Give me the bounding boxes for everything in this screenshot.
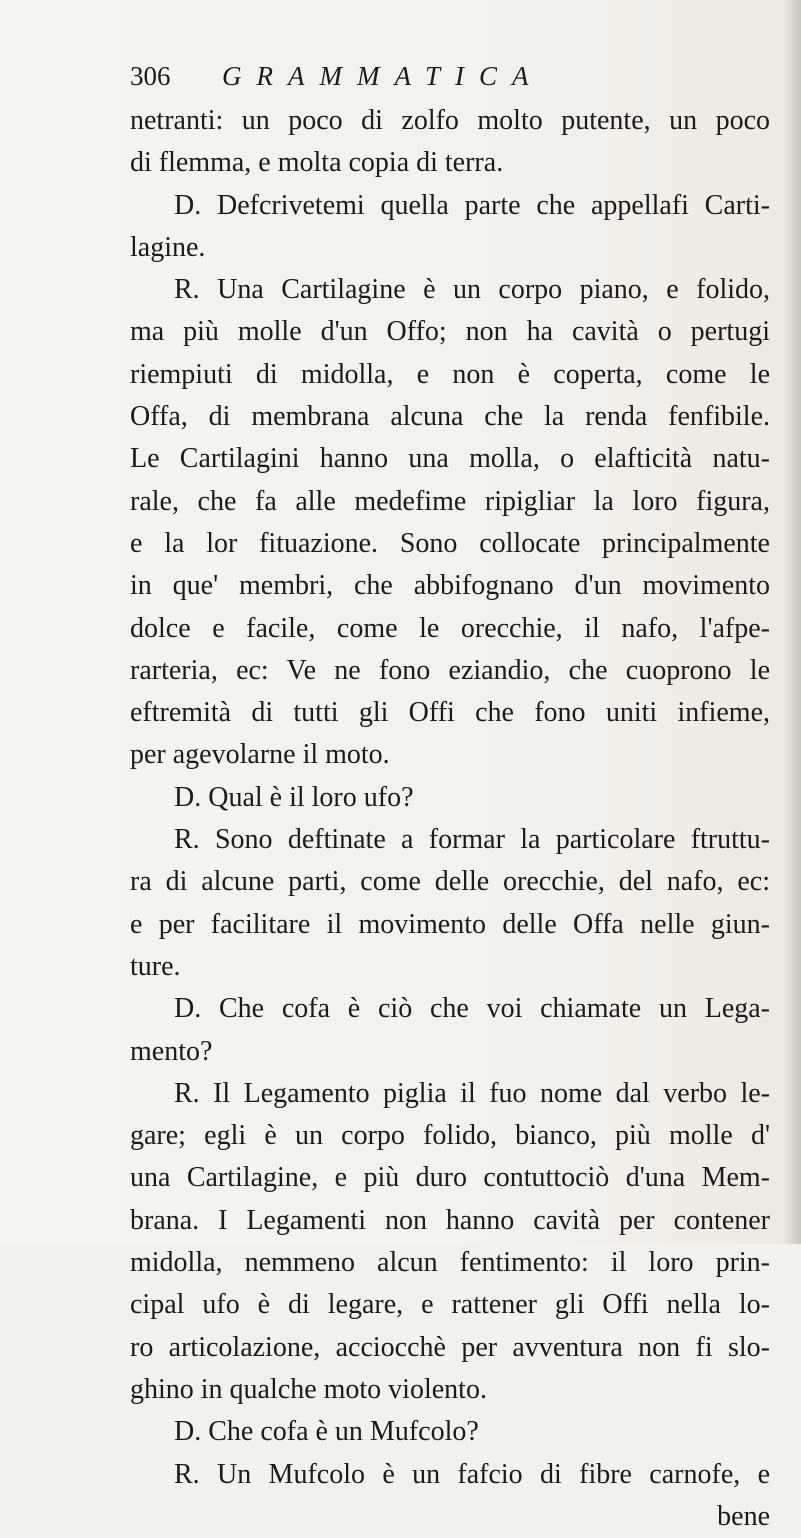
text-line: D. Defcrivetemi quella parte che appellafi Carti- (174, 189, 770, 221)
page-number: 306 (130, 61, 171, 91)
text-line: ghino in qualche moto violento. (130, 1373, 487, 1405)
text-line: R. Un Mufcolo è un fafcio di fibre carnofe, e (174, 1458, 770, 1490)
text-line: Offa, di membrana alcuna che la renda fenfibile. (130, 401, 770, 433)
body-text (130, 100, 770, 1538)
text-line: una Cartilagine, e più duro contuttociò d'una Mem- (130, 1162, 770, 1194)
text-line: Le Cartilagini hanno una molla, o elafticità natu- (130, 443, 770, 475)
running-title: GRAMMATICA (222, 61, 544, 91)
text-line: eftremità di tutti gli Offi che fono uniti infieme, (130, 697, 770, 729)
text-line: e la lor fituazione. Sono collocate principalmente (130, 527, 770, 559)
page-header (130, 56, 690, 100)
text-line: ro articolazione, acciocchè per avventura non fi slo- (130, 1331, 770, 1363)
text-line: gare; egli è un corpo folido, bianco, più molle d' (130, 1120, 770, 1152)
text-line: ma più molle d'un Offo; non ha cavità o pertugi (130, 316, 770, 348)
text-line: dolce e facile, come le orecchie, il nafo, l'afpe- (130, 612, 770, 644)
text-line: R. Il Legamento piglia il fuo nome dal verbo le- (174, 1077, 770, 1109)
text-line: mento? (130, 1035, 213, 1067)
text-line: cipal ufo è di legare, e rattener gli Offi nella lo- (130, 1289, 770, 1321)
text-line: in que' membri, che abbifognano d'un movimento (130, 570, 770, 602)
text-line: D. Che cofa è ciò che voi chiamate un Lega- (174, 993, 770, 1025)
text-line: ture. (130, 950, 181, 982)
page-gutter-shadow (783, 0, 801, 1244)
text-line: D. Che cofa è un Mufcolo? (174, 1416, 479, 1448)
catchword: bene (717, 1500, 770, 1532)
text-line: brana. I Legamenti non hanno cavità per contener (130, 1204, 770, 1236)
text-line: rale, che fa alle medefime ripigliar la loro figura, (130, 485, 770, 517)
text-line: di flemma, e molta copia di terra. (130, 147, 504, 179)
text-line: D. Qual è il loro ufo? (174, 781, 414, 813)
text-line: riempiuti di midolla, e non è coperta, come le (130, 358, 770, 390)
text-line: midolla, nemmeno alcun fentimento: il loro prin- (130, 1247, 770, 1279)
text-line: netranti: un poco di zolfo molto putente, un poco (130, 105, 770, 136)
text-line: ra di alcune parti, come delle orecchie, del nafo, ec: (130, 866, 770, 898)
text-line: per agevolarne il moto. (130, 739, 390, 771)
text-line: R. Sono deftinate a formar la particolare ftruttu- (174, 824, 770, 856)
text-line: e per facilitare il movimento delle Offa nelle giun- (130, 908, 770, 940)
text-line: lagine. (130, 231, 206, 263)
text-line: rarteria, ec: Ve ne fono eziandio, che cuoprono le (130, 654, 770, 686)
text-line: R. Una Cartilagine è un corpo piano, e folido, (174, 274, 770, 306)
